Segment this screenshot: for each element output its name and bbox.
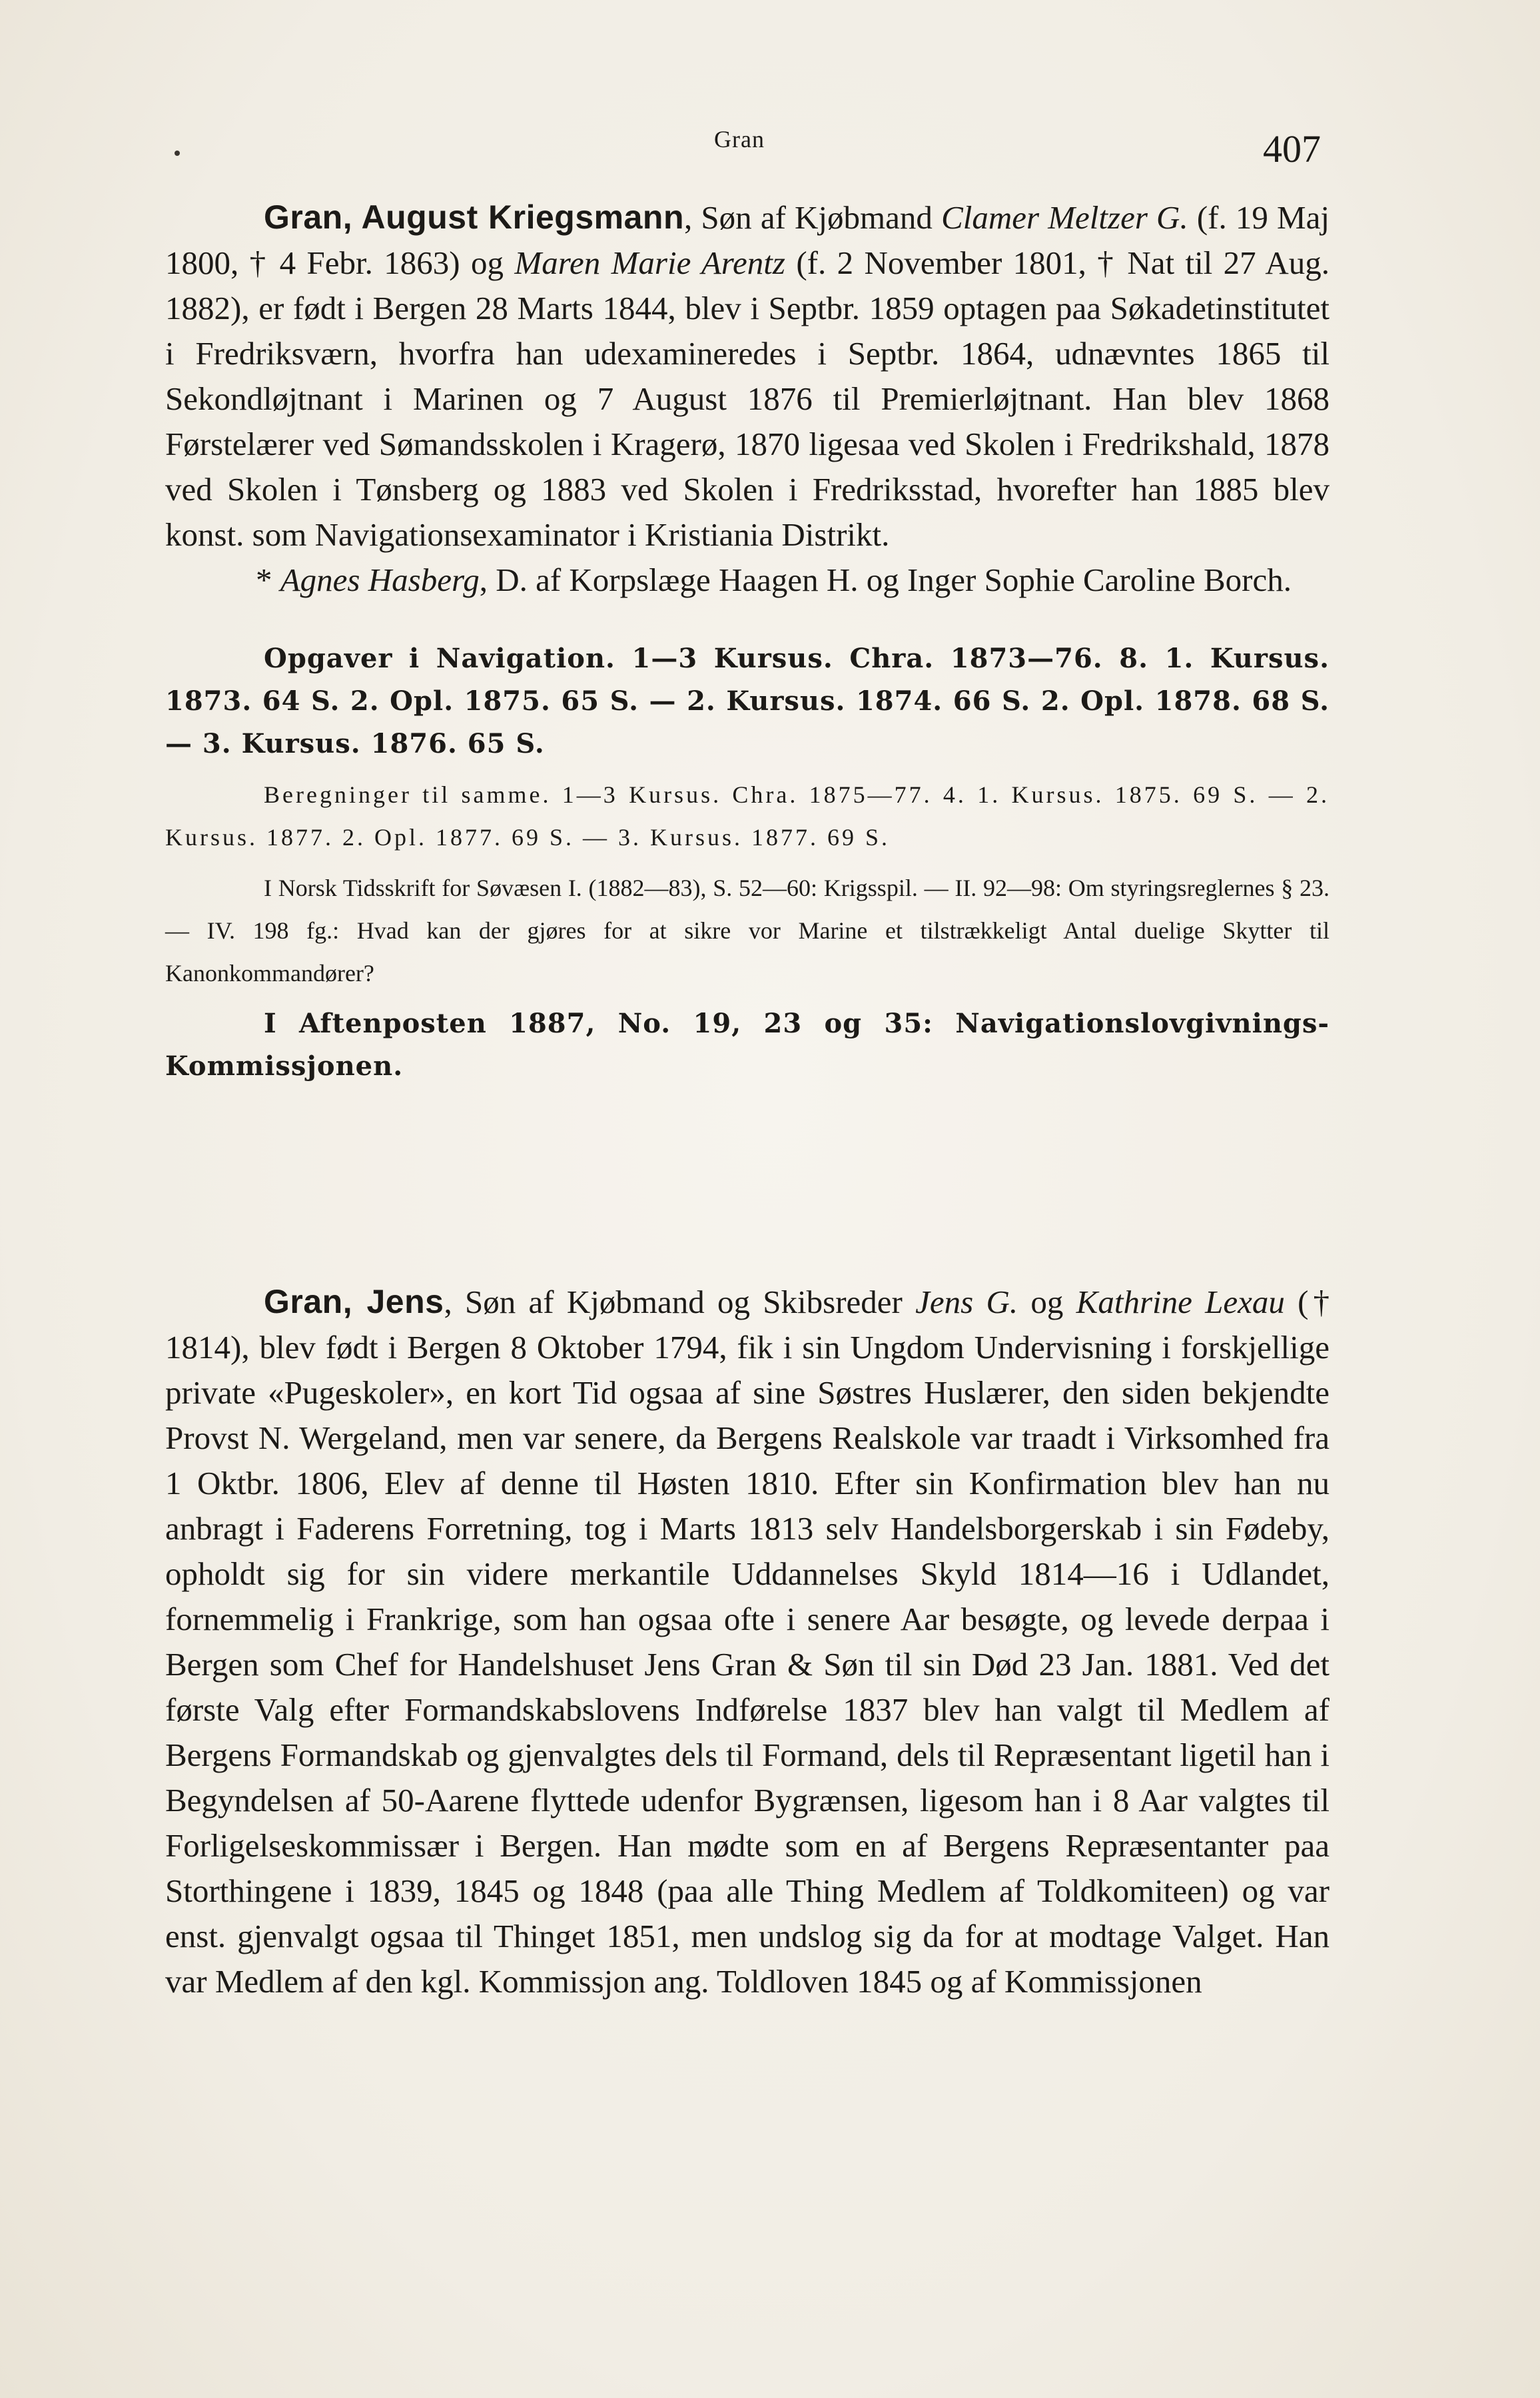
work-item: I Norsk Tidsskrift for Søvæsen I. (1882—83), S. 52—60: Krigsspil. — II. 92—98: Om styringsreglernes § 23. — IV. 198 fg.: Hvad kan der gjøres for at sikre vor Marine et tilstrækkeligt Antal duelige Skytter til Kanonkommandører?	[165, 875, 1330, 987]
text-segment: , Søn af Kjøbmand	[684, 199, 942, 236]
text-segment: († 1814), blev født i Bergen 8 Oktober 1794, fik i sin Ungdom Undervisning i forskjellige private «Pugeskoler», en kort Tid ogsaa af sine Søstres Huslærer, den siden bekjendte Provst N. Wergeland, men var senere, da Bergens Realskole var traadt i Virksomhed fra 1 Oktbr. 1806, Elev af denne til Høsten 1810. Efter sin Konfirmation blev han nu anbragt i Faderens Forretning, tog i Marts 1813 selv Handelsborgerskab i sin Fødeby, opholdt sig for sin videre merkantile Uddannelses Skyld 1814—16 i Udlandet, fornemmelig i Frankrige, som han ogsaa ofte i senere Aar besøgte, og levede derpaa i Bergen som Chef for Handelshuset Jens Gran & Søn til sin Død 23 Jan. 1881. Ved det første Valg efter Formandskabslovens Indførelse 1837 blev han valgt til Medlem af Bergens Formandskab og gjenvalgtes dels til Formand, dels til Repræsentant ligetil han i Begyndelsen af 50-Aarene flyttede udenfor Bygrænsen, ligesom han i 8 Aar valgtes til Forligelseskommissær i Bergen. Han mødte som en af Bergens Repræsentanter paa Storthingene i 1839, 1845 og 1848 (paa alle Thing Medlem af Toldkomiteen) og var enst. gjenvalgt ogsaa til Thinget 1851, men undslog sig da for at modtage Valget. Han var Medlem af den kgl. Kommissjon ang. Toldloven 1845 og af Kommissjonen	[165, 1284, 1330, 2000]
spouse-name: Agnes Hasberg	[280, 562, 480, 598]
father-name: Clamer Meltzer G.	[941, 199, 1188, 236]
father-name: Jens G.	[915, 1284, 1018, 1320]
biography-paragraph	[165, 195, 1330, 558]
mother-name: Kathrine Lexau	[1076, 1284, 1285, 1320]
spouse-marker: *	[256, 562, 280, 598]
entry-jens	[165, 1279, 1330, 2004]
entry-name: Gran, Jens	[264, 1283, 444, 1320]
work-item: Beregninger til samme. 1—3 Kursus. Chra. 1875—77. 4. 1. Kursus. 1875. 69 S. — 2. Kursus. 1877. 2. Opl. 1877. 69 S. — 3. Kursus. 1877. 69 S.	[165, 781, 1330, 851]
entry-name: Gran, August Kriegsmann	[264, 199, 684, 236]
page-number: 407	[1263, 127, 1321, 171]
work-item: Opgaver i Navigation. 1—3 Kursus. Chra. 1873—76. 8. 1. Kursus. 1873. 64 S. 2. Opl. 1875. 65 S. — 2. Kursus. 1874. 66 S. 2. Opl. 1878. 68 S. — 3. Kursus. 1876. 65 S.	[165, 643, 1330, 759]
running-header: Gran	[714, 126, 765, 153]
text-segment: og	[1018, 1284, 1076, 1320]
works-list	[165, 637, 1330, 1088]
text-segment: (f. 19 Maj 1800, † 4 Febr. 1863) og	[165, 199, 1330, 281]
spouse-paragraph	[165, 558, 1330, 603]
spouse-text: , D. af Korpslæge Haagen H. og Inger Sophie Caroline Borch.	[479, 562, 1292, 598]
work-item: I Aftenposten 1887, No. 19, 23 og 35: Navigationslovgivnings-Kommissjonen.	[165, 1008, 1330, 1082]
text-segment: , Søn af Kjøbmand og Skibsreder	[444, 1284, 916, 1320]
text-segment: (f. 2 November 1801, † Nat til 27 Aug. 1882), er født i Bergen 28 Marts 1844, blev i Septbr. 1859 optagen paa Søkadetinstitutet i Fredriksværn, hvorfra han udexamineredes i Septbr. 1864, udnævntes 1865 til Sekondløjtnant i Marinen og 7 August 1876 til Premierløjtnant. Han blev 1868 Førstelærer ved Sømandsskolen i Kragerø, 1870 ligesaa ved Skolen i Fredrikshald, 1878 ved Skolen i Tønsberg og 1883 ved Skolen i Fredriksstad, hvorefter han 1885 blev konst. som Navigationsexaminator i Kristiania Distrikt.	[165, 244, 1330, 553]
mother-name: Maren Marie Arentz	[514, 244, 785, 281]
bullet-mark	[175, 151, 180, 156]
biography-paragraph	[165, 1279, 1330, 2004]
entry-august-kriegsmann	[165, 195, 1330, 1096]
